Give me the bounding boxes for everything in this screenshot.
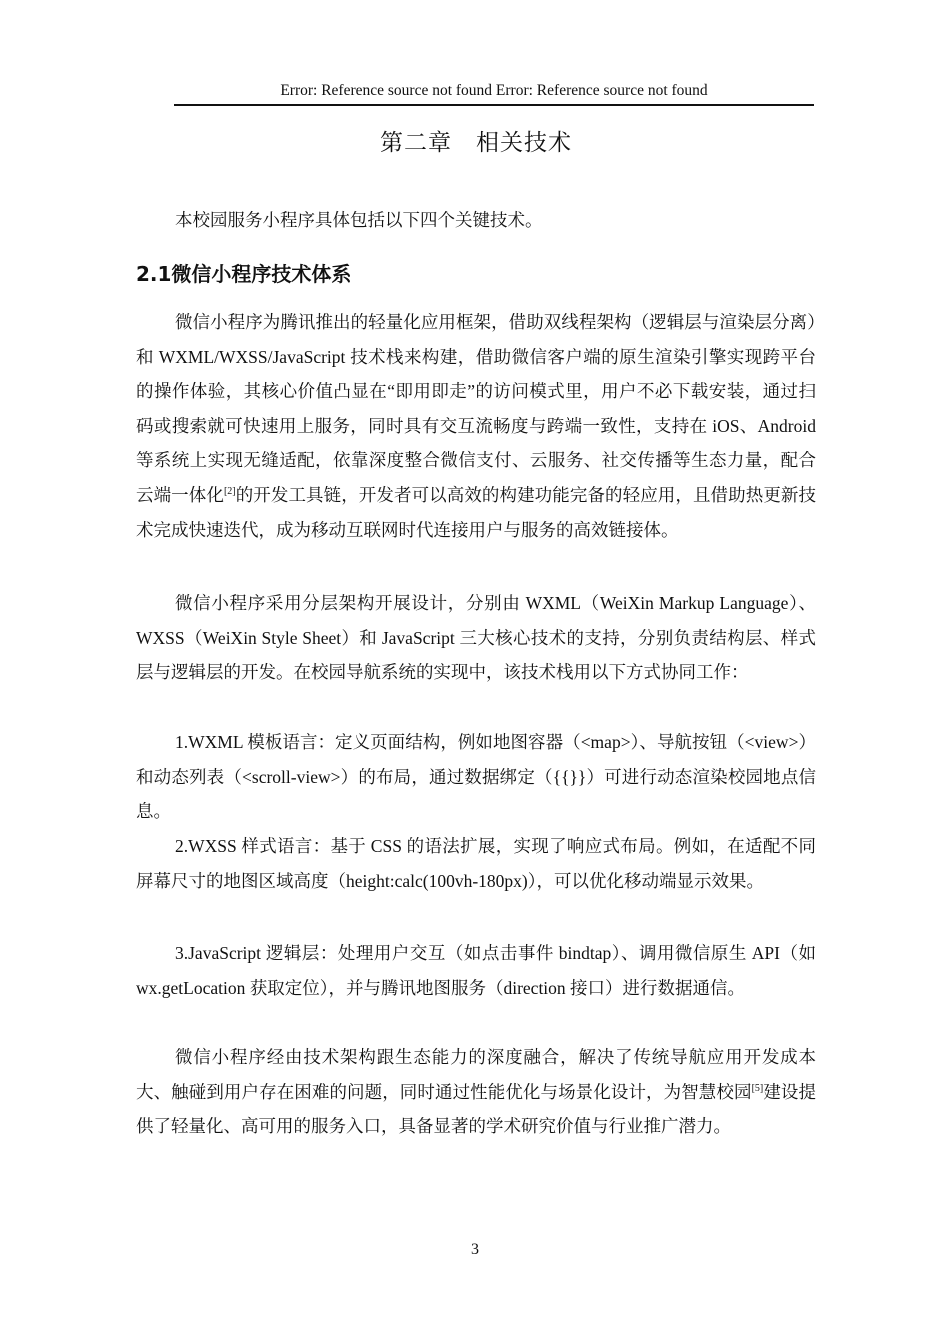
intro-paragraph: 本校园服务小程序具体包括以下四个关键技术。 <box>175 210 543 230</box>
running-header: Error: Reference source not found Error: Reference source not found <box>174 80 814 106</box>
paragraph-architecture: 微信小程序采用分层架构开展设计，分别由 WXML（WeiXin Markup Language）、WXSS（WeiXin Style Sheet）和 JavaScript 三大核心技术的支持，分别负责结构层、样式层与逻辑层的开发。在校园导航系统的实现中，该技术栈用以下方式协同工作： <box>136 593 816 683</box>
paragraph-text: 建设提供了轻量化、高可用的服务入口，具备显著的学术研究价值与行业推广潜力。 <box>136 1081 816 1137</box>
citation-ref: [2] <box>223 485 236 497</box>
chapter-title: 第二章 相关技术 <box>380 130 572 156</box>
paragraph-text: 微信小程序为腾讯推出的轻量化应用框架，借助双线程架构（逻辑层与渲染层分离）和 WXML/WXSS/JavaScript 技术栈来构建，借助微信客户端的原生渲染引擎实现跨平台的操作体验，其核心价值凸显在“即用即走”的访问模式里，用户不必下载安装，通过扫码或搜索就可快速用上服务，同时具有交互流畅度与跨端一致性，支持在 iOS、Android 等系统上实现无缝适配，依靠深度整合微信支付、云服务、社交传播等生态力量，配合云端一体化 <box>136 312 816 505</box>
paragraph-wxml: 1.WXML 模板语言：定义页面结构，例如地图容器（<map>）、导航按钮（<view>）和动态列表（<scroll-view>）的布局，通过数据绑定（{{}}）可进行动态渲染校园地点信息。 <box>136 732 816 822</box>
paragraph-javascript: 3.JavaScript 逻辑层：处理用户交互（如点击事件 bindtap）、调用微信原生 API（如 wx.getLocation 获取定位），并与腾讯地图服务（direction 接口）进行数据通信。 <box>136 943 816 998</box>
page-number: 3 <box>471 1241 479 1258</box>
paragraph-mini-program-overview <box>136 305 816 547</box>
paragraph-conclusion <box>136 1040 816 1144</box>
paragraph-text: 微信小程序经由技术架构跟生态能力的深度融合，解决了传统导航应用开发成本大、触碰到用户存在困难的问题，同时通过性能优化与场景化设计，为智慧校园 <box>136 1047 816 1102</box>
section-heading-2-1: 2.1微信小程序技术体系 <box>136 262 352 286</box>
citation-ref: [5] <box>751 1082 764 1094</box>
paragraph-text: 的开发工具链，开发者可以高效的构建功能完备的轻应用，且借助热更新技术完成快速迭代，成为移动互联网时代连接用户与服务的高效链接体。 <box>136 484 816 540</box>
paragraph-wxss: 2.WXSS 样式语言：基于 CSS 的语法扩展，实现了响应式布局。例如，在适配不同屏幕尺寸的地图区域高度（height:calc(100vh-180px)），可以优化移动端显示效果。 <box>136 836 816 891</box>
